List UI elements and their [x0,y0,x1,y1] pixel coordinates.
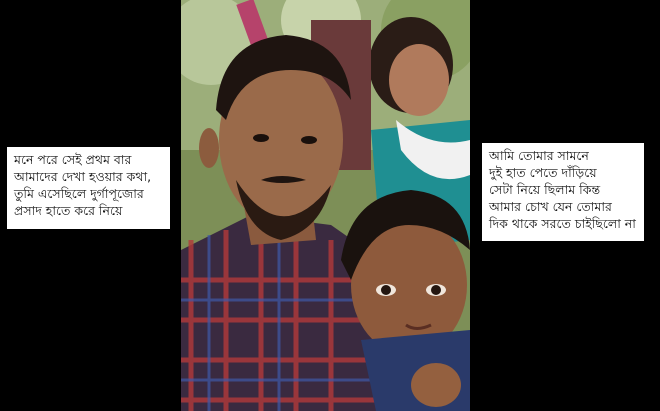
caption-left [7,147,170,229]
caption-left-line: প্রসাদ হাতে করে নিয়ে [14,203,123,218]
caption-right [482,143,644,241]
caption-right-line: আমি তোমার সামনে [489,148,589,163]
caption-right-line: আমার চোখ যেন তোমার [489,199,612,214]
caption-right-line: দিক থাকে সরতে চাইছিলো না [489,216,636,231]
selfie-photo [181,0,470,411]
caption-left-line: আমাদের দেখা হওয়ার কথা, [14,169,152,184]
selfie-photo-illustration [181,0,470,411]
caption-left-line: মনে পরে সেই প্রথম বার [14,152,132,167]
caption-left-line: তুমি এসেছিলে দুর্গাপূজোর [14,186,144,201]
caption-right-line: দুই হাত পেতে দাঁড়িয়ে [489,165,597,180]
caption-right-line: সেটা নিয়ে ছিলাম কিন্ত [489,182,601,197]
